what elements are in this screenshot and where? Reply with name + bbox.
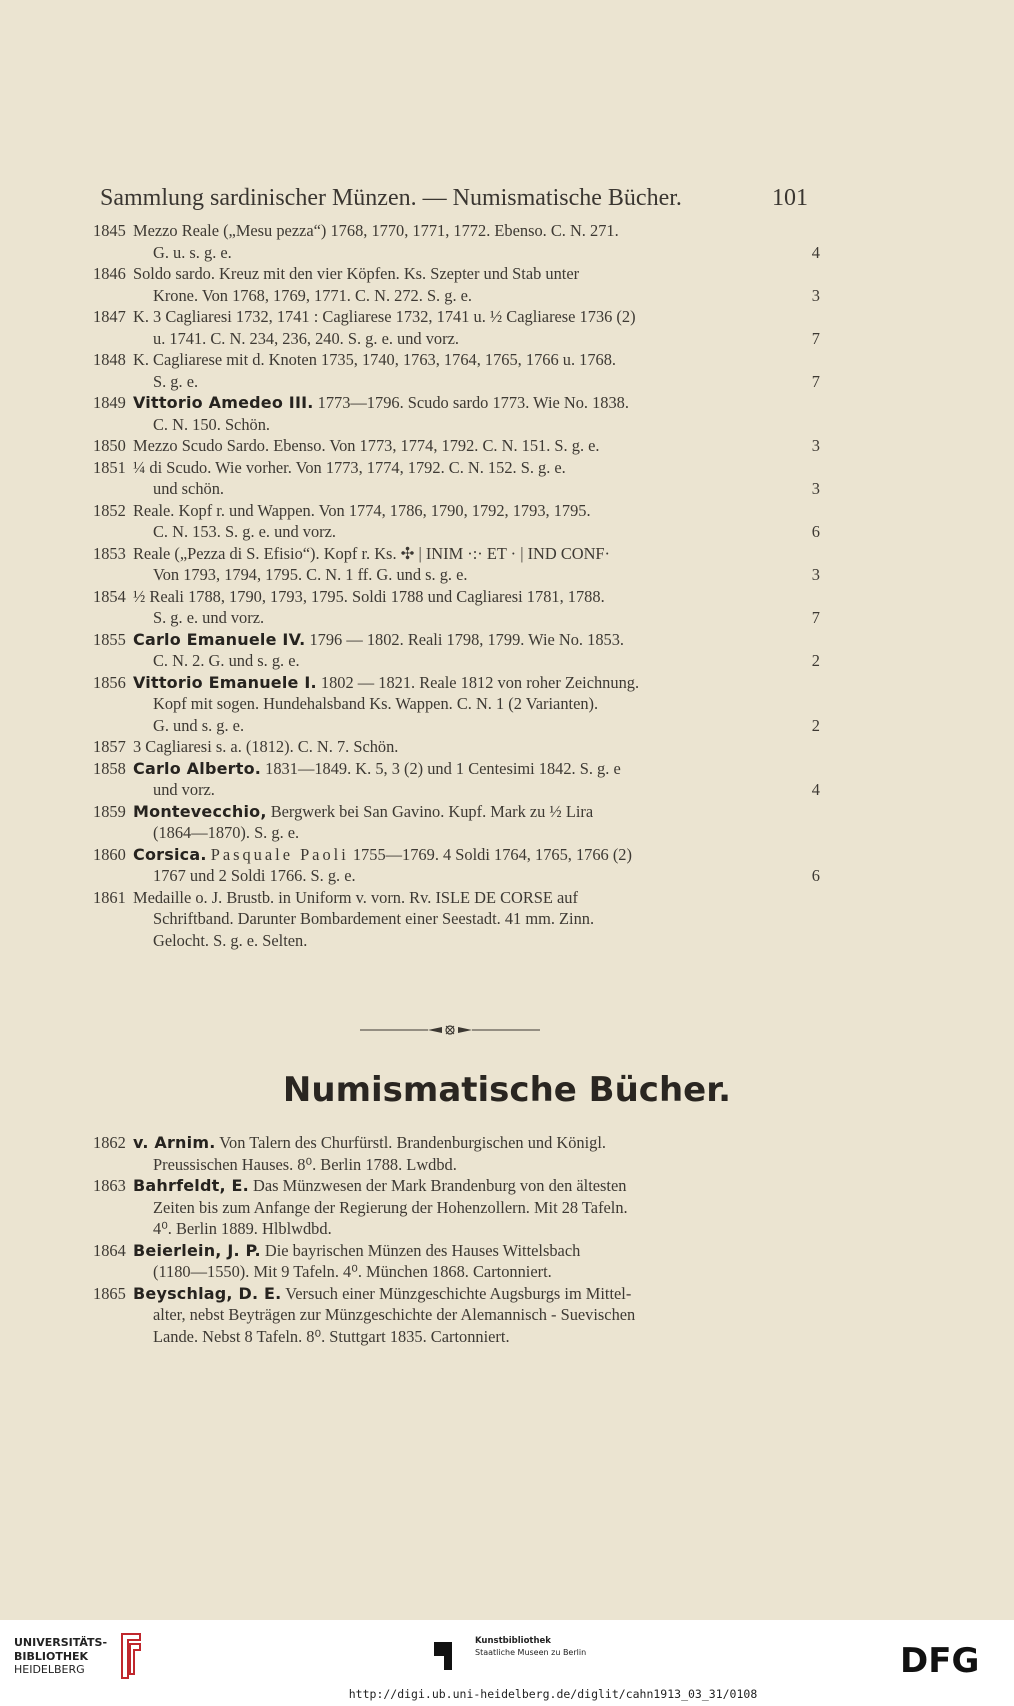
coin-entry: [93, 263, 820, 306]
entry-number: 1860: [93, 844, 126, 864]
footer-bar: [0, 1620, 1014, 1706]
book-entry: [93, 1240, 820, 1283]
entry-text: 3 Cagliaresi s. a. (1812). C. N. 7. Schön.: [133, 737, 399, 756]
coin-entry: [93, 457, 820, 500]
coin-entry: [93, 887, 820, 952]
coin-entry-line: [93, 543, 820, 565]
page-number: 101: [772, 185, 808, 211]
coin-entry-line: [93, 822, 820, 844]
coin-entry: [93, 543, 820, 586]
ub-line3: HEIDELBERG: [14, 1663, 85, 1676]
entry-number: 1851: [93, 457, 126, 477]
entry-price: 3: [811, 436, 820, 455]
entry-text: Lande. Nebst 8 Tafeln. 8⁰. Stuttgart 1835. Cartonniert.: [153, 1326, 510, 1346]
entry-text: ¼ di Scudo. Wie vorher. Von 1773, 1774, 1792. C. N. 152. S. g. e.: [133, 457, 566, 477]
coin-entry: [93, 801, 820, 844]
coin-entry-line: [93, 457, 820, 479]
ub-heidelberg-logo-text: [14, 1636, 107, 1677]
entry-heading: Beierlein, J. P.: [133, 1240, 261, 1260]
book-entry-line: [93, 1326, 820, 1348]
coin-entry: [93, 392, 820, 435]
book-entries: [93, 1132, 820, 1347]
entry-price: 7: [811, 608, 820, 627]
entry-price: 3: [811, 565, 820, 584]
permalink-url[interactable]: http://digi.ub.uni-heidelberg.de/diglit/cahn1913_03_31/0108: [348, 1687, 758, 1701]
kunstbibliothek-logo-icon: [432, 1638, 468, 1674]
entry-text: G. und s. g. e.: [153, 715, 245, 735]
entry-number: 1849: [93, 393, 126, 412]
entry-text: 4⁰. Berlin 1889. Hlblwdbd.: [153, 1219, 332, 1238]
entry-heading: Montevecchio,: [133, 801, 267, 821]
entry-number: 1855: [93, 629, 126, 649]
coin-entry-line: [93, 908, 820, 930]
entry-price: 7: [811, 328, 820, 348]
coin-entry-line: [93, 930, 820, 952]
dfg-logo: [900, 1641, 1000, 1677]
book-entry-line: [93, 1283, 820, 1305]
entry-text: C. N. 153. S. g. e. und vorz.: [153, 522, 337, 541]
coin-entry-line: [93, 478, 820, 500]
coin-entry-line: [93, 801, 820, 823]
entry-text: ½ Reali 1788, 1790, 1793, 1795. Soldi 1788 und Cagliaresi 1781, 1788.: [133, 586, 605, 606]
entry-text: und schön.: [153, 479, 225, 498]
coin-entry: [93, 758, 820, 801]
book-entry-line: [93, 1218, 820, 1240]
coin-entry-line: [93, 607, 820, 629]
entry-price: 3: [811, 479, 820, 498]
kunstbibliothek-text: [475, 1635, 586, 1658]
running-header: [100, 185, 808, 212]
entry-text: 1755—1769. 4 Soldi 1764, 1765, 1766 (2): [348, 844, 632, 864]
entry-text: u. 1741. C. N. 234, 236, 240. S. g. e. und vorz.: [153, 328, 459, 348]
kb-line2: Staatliche Museen zu Berlin: [475, 1648, 587, 1657]
entry-number: 1861: [93, 887, 126, 907]
coin-entry: [93, 500, 820, 543]
kb-line1: Kunstbibliothek: [475, 1636, 551, 1646]
entry-text: 1773—1796. Scudo sardo 1773. Wie No. 1838.: [313, 393, 629, 412]
coin-entry-line: [93, 500, 820, 522]
entry-text: Reale („Pezza di S. Efisio“). Kopf r. Ks. ✣ | INIM ·:· ET · | IND CONF·: [133, 543, 611, 563]
entry-price: 2: [811, 715, 820, 735]
entry-text: Bergwerk bei San Gavino. Kupf. Mark zu ½ Lira: [266, 801, 594, 821]
book-entry: [93, 1283, 820, 1348]
entry-number: 1864: [93, 1240, 126, 1260]
entry-heading: Bahrfeldt, E.: [133, 1176, 249, 1195]
book-entry: [93, 1132, 820, 1175]
entry-text: Das Münzwesen der Mark Brandenburg von den ältesten: [248, 1176, 627, 1195]
entry-number: 1846: [93, 264, 126, 283]
entry-number: 1865: [93, 1283, 126, 1303]
coin-entry-line: [93, 887, 820, 909]
coin-entry-line: [93, 736, 820, 758]
entry-text: 1802 — 1821. Reale 1812 von roher Zeichnung.: [316, 672, 640, 692]
entry-number: 1859: [93, 801, 126, 821]
coin-entry-line: [93, 371, 820, 393]
entry-text: und vorz.: [153, 780, 215, 799]
entry-text: Kopf mit sogen. Hundehalsband Ks. Wappen. C. N. 1 (2 Varianten).: [153, 694, 599, 713]
entry-text: S. g. e.: [153, 371, 199, 391]
entry-text: Zeiten bis zum Anfange der Regierung der Hohenzollern. Mit 28 Tafeln.: [153, 1197, 628, 1217]
coin-entry-line: [93, 586, 820, 608]
coin-entry-line: [93, 865, 820, 887]
book-entry-line: [93, 1240, 820, 1262]
book-entry-line: [93, 1304, 820, 1326]
coin-entry: [93, 629, 820, 672]
ub-line2: BIBLIOTHEK: [14, 1649, 89, 1663]
coin-entry: [93, 349, 820, 392]
entry-text: K. 3 Cagliaresi 1732, 1741 : Cagliarese 1732, 1741 u. ½ Cagliarese 1736 (2): [133, 307, 636, 326]
coin-entry-line: [93, 263, 820, 285]
entry-heading: Vittorio Amedeo III.: [133, 393, 314, 412]
entry-text: 1831—1849. K. 5, 3 (2) und 1 Centesimi 1842. S. g. e: [261, 758, 621, 778]
entry-price: 2: [811, 651, 820, 670]
entry-number: 1863: [93, 1176, 126, 1195]
entry-number: 1848: [93, 350, 126, 369]
entry-text: 1796 — 1802. Reali 1798, 1799. Wie No. 1853.: [305, 629, 625, 649]
coin-entry-line: [93, 220, 820, 242]
coin-entries: [93, 220, 820, 951]
entry-text: C. N. 150. Schön.: [153, 414, 271, 434]
coin-entry-line: [93, 629, 820, 651]
coin-entry-line: [93, 672, 820, 694]
entry-heading: Carlo Emanuele IV.: [133, 629, 306, 649]
book-entry-line: [93, 1154, 820, 1176]
entry-price: 6: [811, 866, 820, 885]
coin-entry: [93, 736, 820, 758]
entry-text: Medaille o. J. Brustb. in Uniform v. vorn. Rv. ISLE DE CORSE auf: [133, 887, 578, 907]
entry-text: Von 1793, 1794, 1795. C. N. 1 ff. G. und s. g. e.: [153, 565, 468, 584]
entry-number: 1862: [93, 1133, 126, 1152]
coin-entry-line: [93, 758, 820, 780]
entry-heading: Vittorio Emanuele I.: [133, 672, 317, 692]
entry-number: 1857: [93, 737, 126, 756]
entry-price: 3: [811, 285, 820, 305]
coin-entry: [93, 672, 820, 737]
book-entry-line: [93, 1261, 820, 1283]
entry-number: 1845: [93, 221, 126, 240]
entry-text: Von Talern des Churfürstl. Brandenburgischen und Königl.: [215, 1133, 606, 1152]
coin-entry-line: [93, 844, 820, 866]
entry-text: C. N. 2. G. und s. g. e.: [153, 651, 300, 670]
section-title: Numismatische Bücher.: [282, 1070, 732, 1110]
coin-entry-line: [93, 564, 820, 586]
entry-text: Preussischen Hauses. 8⁰. Berlin 1788. Lwdbd.: [153, 1154, 457, 1174]
coin-entry-line: [93, 242, 820, 264]
ub-line1: UNIVERSITÄTS-: [14, 1636, 108, 1649]
entry-text: Soldo sardo. Kreuz mit den vier Köpfen. Ks. Szepter und Stab unter: [133, 264, 580, 283]
book-entry-line: [93, 1132, 820, 1154]
entry-heading: Carlo Alberto.: [133, 758, 262, 778]
entry-number: 1850: [93, 436, 126, 455]
entry-text: Die bayrischen Münzen des Hauses Wittelsbach: [260, 1240, 581, 1260]
coin-entry: [93, 306, 820, 349]
entry-price: 4: [811, 780, 820, 799]
entry-text: K. Cagliarese mit d. Knoten 1735, 1740, 1763, 1764, 1765, 1766 u. 1768.: [133, 350, 617, 369]
entry-text: Mezzo Reale („Mesu pezza“) 1768, 1770, 1771, 1772. Ebenso. C. N. 271.: [133, 221, 619, 240]
entry-text: Schriftband. Darunter Bombardement einer Seestadt. 41 mm. Zinn.: [153, 909, 595, 928]
entry-text: Mezzo Scudo Sardo. Ebenso. Von 1773, 1774, 1792. C. N. 151. S. g. e.: [133, 436, 600, 455]
entry-text: alter, nebst Beyträgen zur Münzgeschichte der Alemannisch - Suevischen: [153, 1305, 636, 1324]
entry-text: Krone. Von 1768, 1769, 1771. C. N. 272. S. g. e.: [153, 285, 473, 305]
coin-entry-line: [93, 306, 820, 328]
entry-text: Gelocht. S. g. e. Selten.: [153, 930, 308, 950]
entry-text: 1767 und 2 Soldi 1766. S. g. e.: [153, 866, 356, 885]
entry-number: 1852: [93, 500, 126, 520]
entry-price: 7: [811, 371, 820, 391]
coin-entry-line: [93, 328, 820, 350]
dfg-text: DFG: [900, 1641, 980, 1677]
entry-number: 1854: [93, 586, 126, 606]
coin-entry-line: [93, 715, 820, 737]
entry-text: G. u. s. g. e.: [153, 242, 232, 262]
ub-logo-icon: [118, 1630, 144, 1682]
entry-text: (1864—1870). S. g. e.: [153, 823, 300, 842]
coin-entry: [93, 435, 820, 457]
entry-heading: Corsica.: [133, 844, 207, 864]
ornamental-divider: [360, 1024, 540, 1036]
header-title: Sammlung sardinischer Münzen. — Numismatische Bücher.: [100, 185, 682, 211]
entry-number: 1858: [93, 758, 126, 778]
book-entry: [93, 1175, 820, 1240]
entry-number: 1853: [93, 543, 126, 563]
entry-price: 4: [811, 242, 820, 262]
entry-number: 1847: [93, 307, 126, 326]
entry-text: Reale. Kopf r. und Wappen. Von 1774, 1786, 1790, 1792, 1793, 1795.: [133, 500, 591, 520]
coin-entry-line: [93, 414, 820, 436]
entry-price: 6: [811, 522, 820, 541]
coin-entry-line: [93, 349, 820, 371]
coin-entry-line: [93, 392, 820, 414]
entry-heading: v. Arnim.: [133, 1133, 216, 1152]
coin-entry-line: [93, 521, 820, 543]
coin-entry: [93, 844, 820, 887]
entry-text: S. g. e. und vorz.: [153, 608, 265, 627]
entry-number: 1856: [93, 672, 126, 692]
coin-entry: [93, 220, 820, 263]
coin-entry-line: [93, 650, 820, 672]
coin-entry-line: [93, 435, 820, 457]
book-entry-line: [93, 1175, 820, 1197]
coin-entry: [93, 586, 820, 629]
entry-text: (1180—1550). Mit 9 Tafeln. 4⁰. München 1868. Cartonniert.: [153, 1262, 552, 1281]
entry-text: Versuch einer Münzgeschichte Augsburgs im Mittel-: [281, 1283, 632, 1303]
entry-spaced-name: Pasquale Paoli: [210, 844, 349, 864]
coin-entry-line: [93, 693, 820, 715]
book-entry-line: [93, 1197, 820, 1219]
coin-entry-line: [93, 779, 820, 801]
entry-heading: Beyschlag, D. E.: [133, 1283, 282, 1303]
coin-entry-line: [93, 285, 820, 307]
